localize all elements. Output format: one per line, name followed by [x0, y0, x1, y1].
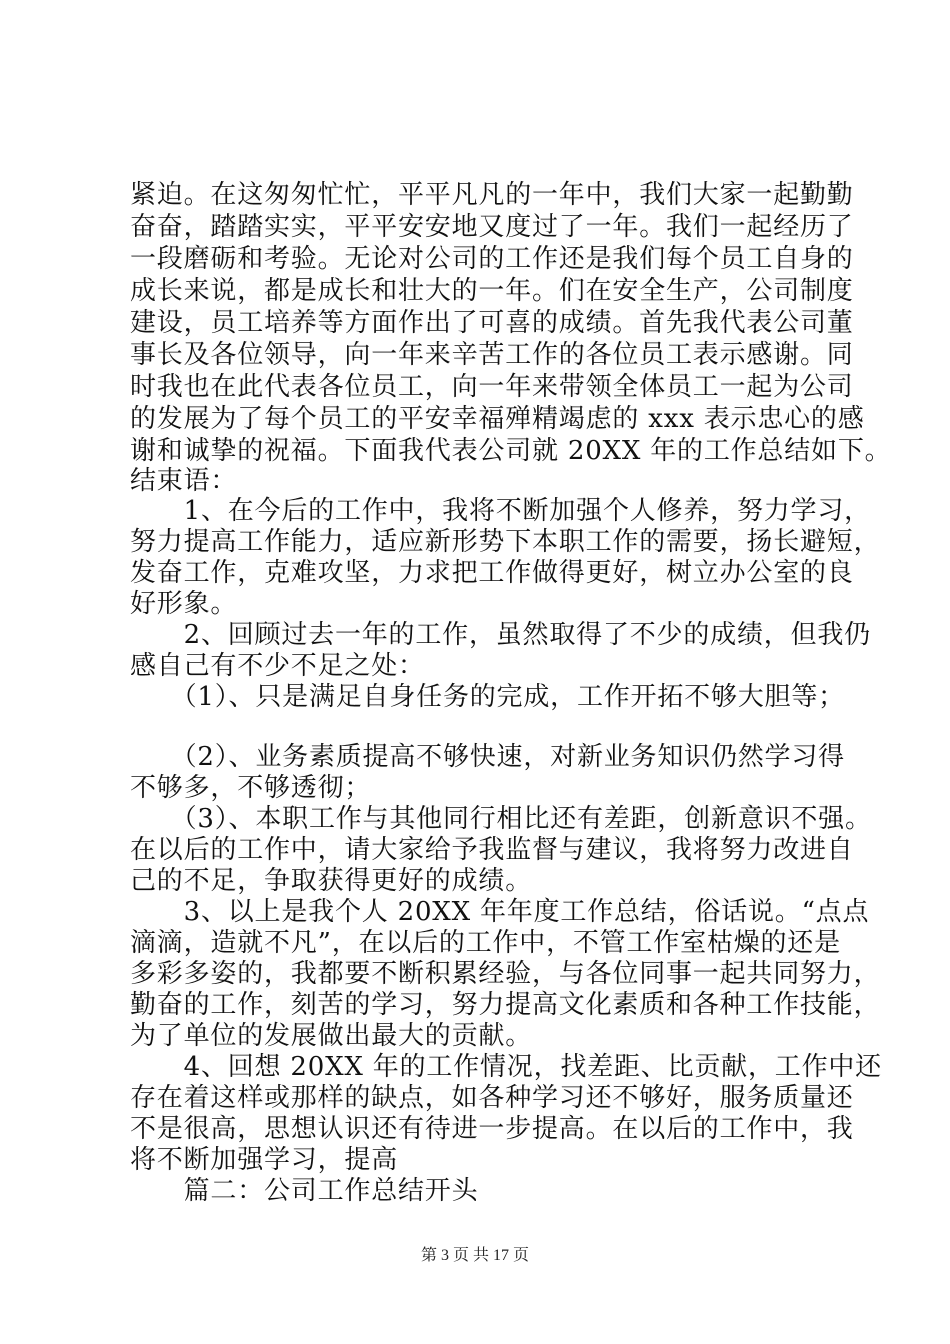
text-line: （2）、业务素质提高不够快速，对新业务知识仍然学习得 — [130, 742, 845, 772]
text-line: 将不断加强学习，提高 — [130, 1145, 399, 1175]
text-line: 存在着这样或那样的缺点，如各种学习还不够好，服务质量还 — [130, 1083, 854, 1113]
text-line: 不够多，不够透彻； — [130, 773, 372, 803]
text-line: 在以后的工作中，请大家给予我监督与建议，我将努力改进自 — [130, 835, 854, 865]
text-line: 发奋工作，克难攻坚，力求把工作做得更好，树立办公室的良 — [130, 558, 854, 588]
text-line: 感自己有不少不足之处： — [130, 651, 425, 681]
text-line: 勤奋的工作，刻苦的学习，努力提高文化素质和各种工作技能， — [130, 990, 881, 1020]
text-line: 1、在今后的工作中，我将不断加强个人修养，努力学习， — [130, 496, 871, 526]
text-line: 好形象。 — [130, 589, 238, 619]
text-line: 紧迫。在这匆匆忙忙，平平凡凡的一年中，我们大家一起勤勤 — [130, 180, 854, 210]
text-line: 2、回顾过去一年的工作，虽然取得了不少的成绩，但我仍 — [130, 620, 871, 650]
text-line: 的发展为了每个员工的平安幸福殚精竭虑的 xxx 表示忠心的感 — [130, 404, 865, 434]
text-line: 4、回想 20XX 年的工作情况，找差距、比贡献，工作中还 — [130, 1052, 882, 1082]
text-line: 滴滴，造就不凡”，在以后的工作中，不管工作室枯燥的还是 — [130, 928, 841, 958]
text-line: 谢和诚挚的祝福。下面我代表公司就 20XX 年的工作总结如下。 — [130, 436, 892, 466]
text-line: （3）、本职工作与其他同行相比还有差距，创新意识不强。 — [130, 804, 872, 834]
text-line: 时我也在此代表各位员工，向一年来带领全体员工一起为公司 — [130, 372, 854, 402]
text-line: 己的不足，争取获得更好的成绩。 — [130, 866, 533, 896]
text-line: 奋奋，踏踏实实，平平安安地又度过了一年。我们一起经历了 — [130, 212, 854, 242]
text-line: （1）、只是满足自身任务的完成，工作开拓不够大胆等； — [130, 682, 845, 712]
text-line: 事长及各位领导，向一年来辛苦工作的各位员工表示感谢。同 — [130, 340, 854, 370]
text-line: 努力提高工作能力，适应新形势下本职工作的需要，扬长避短， — [130, 527, 881, 557]
section-heading: 篇二：公司工作总结开头 — [130, 1176, 479, 1206]
text-line: 建设，员工培养等方面作出了可喜的成绩。首先我代表公司董 — [130, 308, 854, 338]
section-heading: 结束语： — [130, 466, 238, 496]
text-line: 不是很高，思想认识还有待进一步提高。在以后的工作中，我 — [130, 1114, 854, 1144]
text-line: 成长来说，都是成长和壮大的一年。们在安全生产，公司制度 — [130, 276, 854, 306]
text-line: 3、以上是我个人 20XX 年年度工作总结，俗话说。“点点 — [130, 897, 870, 927]
text-line: 为了单位的发展做出最大的贡献。 — [130, 1021, 533, 1051]
page-footer: 第 3 页 共 17 页 — [420, 1247, 529, 1264]
text-line: 多彩多姿的，我都要不断积累经验，与各位同事一起共同努力， — [130, 959, 881, 989]
text-line: 一段磨砺和考验。无论对公司的工作还是我们每个员工自身的 — [130, 244, 854, 274]
